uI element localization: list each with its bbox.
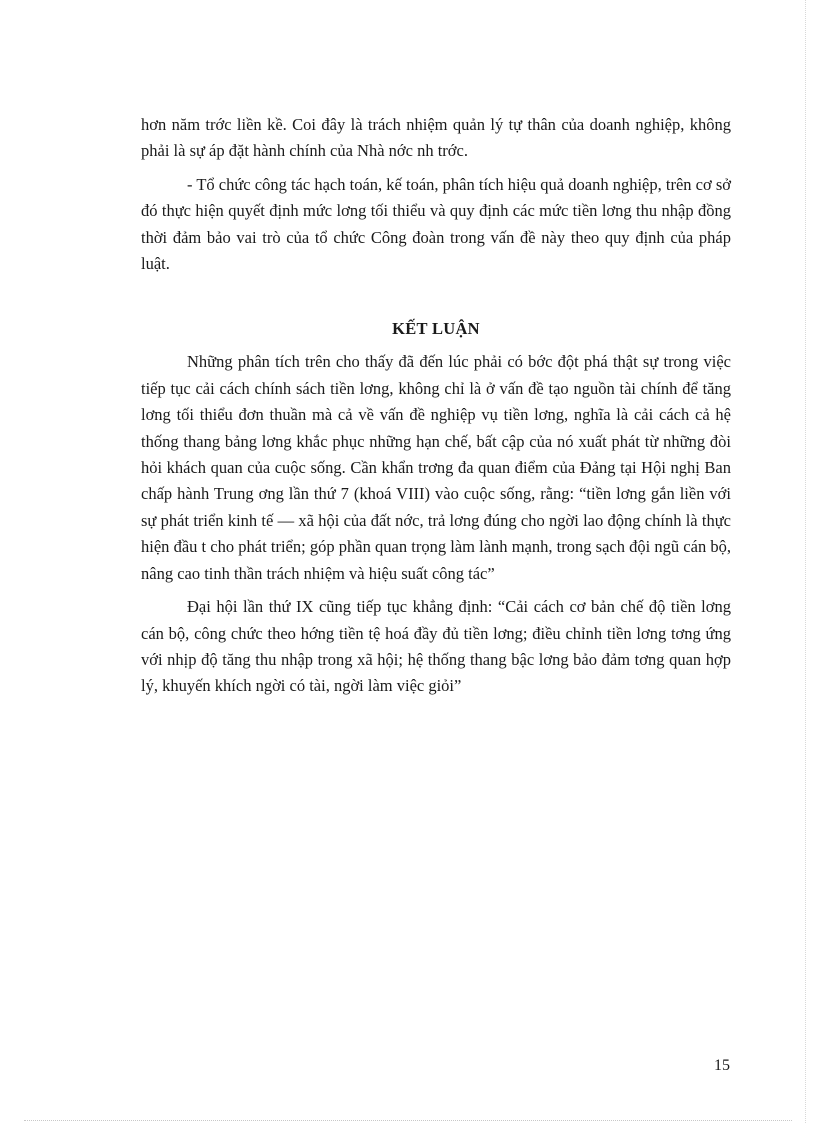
section-heading: KẾT LUẬN: [392, 319, 480, 339]
page-body: [141, 112, 731, 700]
paragraph-continuation: hơn năm trớc liền kề. Coi đây là trách nhiệm quản lý tự thân của doanh nghiệp, không phải là sự áp đặt hành chính của Nhà nớc nh trớc.: [141, 115, 731, 161]
page-number: 15: [714, 1057, 730, 1074]
paragraph-conclusion-1: Những phân tích trên cho thấy đã đến lúc phải có bớc đột phá thật sự trong việc tiếp tục cải cách chính sách tiền lơng, không chỉ là ở vấn đề tạo nguồn tài chính để tăng lơng tối thiểu đơn thuần mà cả về vấn đề nghiệp vụ tiền lơng, nghĩa là cải cách cả hệ thống thang bảng lơng khắc phục những hạn chế, bất cập của nó xuất phát từ những đòi hỏi khách quan của cuộc sống. Cần khẩn trơng đa quan điểm của Đảng tại Hội nghị Ban chấp hành Trung ơng lần thứ 7 (khoá VIII) vào cuộc sống, rằng: “tiền lơng gắn liền với sự phát triển kinh tế — xã hội của đất nớc, trả lơng đúng cho ngời lao động chính là thực hiện đầu t cho phát triển; góp phần quan trọng làm lành mạnh, trong sạch đội ngũ cán bộ, nâng cao tinh thần trách nhiệm và hiệu suất công tác”: [141, 352, 731, 583]
paragraph-conclusion-2: Đại hội lần thứ IX cũng tiếp tục khẳng định: “Cải cách cơ bản chế độ tiền lơng cán bộ, công chức theo hớng tiền tệ hoá đầy đủ tiền lơng; điều chỉnh tiền lơng tơng ứng với nhịp độ tăng thu nhập trong xã hội; hệ thống thang bậc lơng bảo đảm tơng quan hợp lý, khuyến khích ngời có tài, ngời làm việc giỏi”: [141, 597, 731, 696]
page-side-divider: [805, 0, 806, 1123]
page-bottom-divider: [24, 1120, 792, 1121]
paragraph-accounting: - Tổ chức công tác hạch toán, kế toán, phân tích hiệu quả doanh nghiệp, trên cơ sở đó thực hiện quyết định mức lơng tối thiểu và quy định các mức tiền lơng thu nhập đồng thời đảm bảo vai trò của tổ chức Công đoàn trong vấn đề này theo quy định của pháp luật.: [141, 174, 731, 274]
